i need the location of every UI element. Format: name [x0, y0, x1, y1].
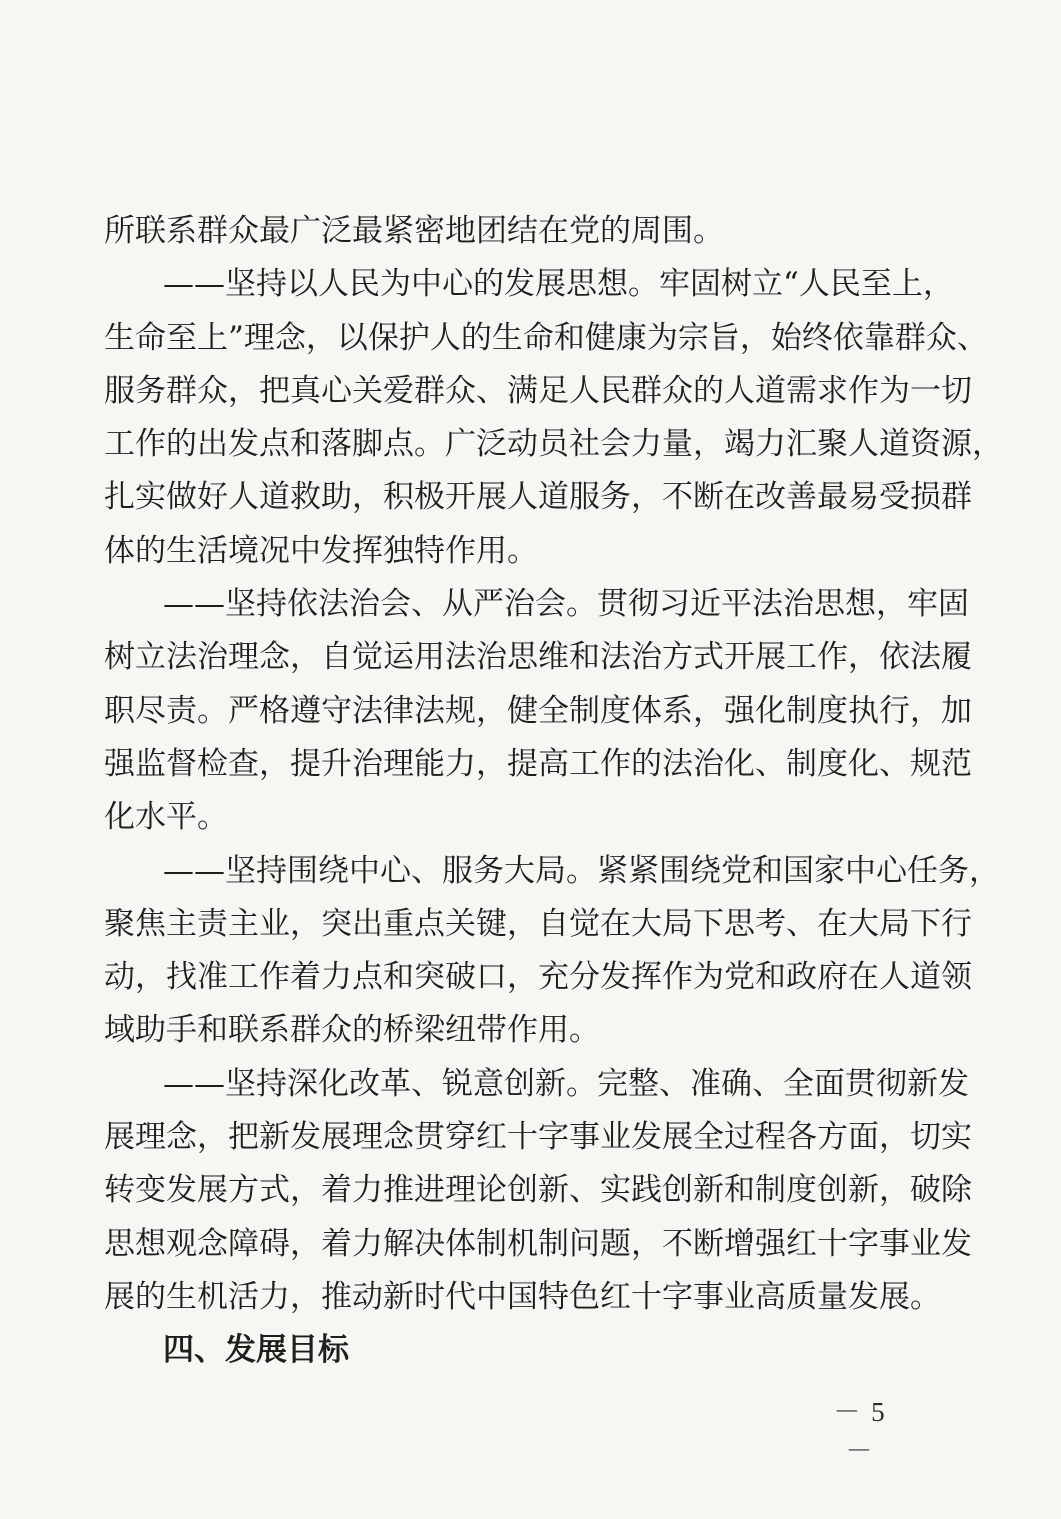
text-line: 强监督检查，提升治理能力，提高工作的法治化、制度化、规范 [104, 745, 972, 782]
text-line: 展的生机活力，推动新时代中国特色红十字事业高质量发展。 [104, 1278, 941, 1315]
text-line: 工作的出发点和落脚点。广泛动员社会力量，竭力汇聚人道资源， [104, 426, 1003, 463]
principle-serve-overall [104, 845, 1000, 1058]
text-line: 动，找准工作着力点和突破口，充分发挥作为党和政府在人道领 [104, 959, 972, 996]
text-line: 生命至上”理念，以保护人的生命和健康为宗旨，始终依靠群众、 [104, 319, 988, 356]
text-line: 聚焦主责主业，突出重点关键，自觉在大局下思考、在大局下行 [104, 905, 972, 942]
text-line: 展理念，把新发展理念贯穿红十字事业发展全过程各方面，切实 [104, 1119, 972, 1156]
page-number: － 5 － [833, 1397, 887, 1466]
text-line: 域助手和联系群众的桥梁纽带作用。 [104, 1012, 600, 1049]
text-line: 服务群众，把真心关爱群众、满足人民群众的人道需求作为一切 [104, 372, 972, 409]
principle-rule-of-law [104, 578, 972, 844]
text-line: 体的生活境况中发挥独特作用。 [104, 532, 538, 569]
section-heading: 四、发展目标 [163, 1332, 349, 1369]
text-line: ——坚持以人民为中心的发展思想。牢固树立“人民至上， [163, 266, 954, 303]
principle-people-centered [104, 258, 1003, 578]
text-line: 树立法治理念，自觉运用法治思维和法治方式开展工作，依法履 [104, 639, 972, 676]
text-line: 扎实做好人道救助，积极开展人道服务，不断在改善最易受损群 [104, 479, 972, 516]
text-line: ——坚持围绕中心、服务大局。紧紧围绕党和国家中心任务， [163, 852, 1000, 889]
text-line: 职尽责。严格遵守法律法规，健全制度体系，强化制度执行，加 [104, 692, 972, 729]
text-line: ——坚持深化改革、锐意创新。完整、准确、全面贯彻新发 [163, 1065, 969, 1102]
body-text [104, 205, 1003, 1378]
text-line: 转变发展方式，着力推进理论创新、实践创新和制度创新，破除 [104, 1172, 972, 1209]
text-line: 思想观念障碍，着力解决体制机制问题，不断增强红十字事业发 [104, 1225, 972, 1262]
text-line: 化水平。 [104, 799, 228, 836]
principle-reform-innovation [104, 1058, 972, 1324]
text-line: ——坚持依法治会、从严治会。贯彻习近平法治思想，牢固 [163, 586, 969, 623]
continuation-paragraph [104, 205, 912, 258]
text-line: 所联系群众最广泛最紧密地团结在党的周围。 [104, 213, 724, 249]
